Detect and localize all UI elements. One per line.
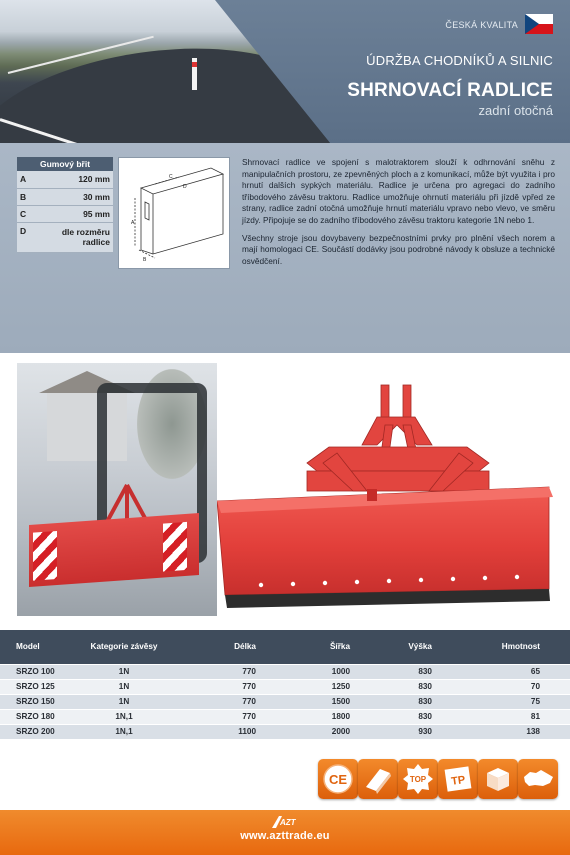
cell-weight: 70 (464, 679, 570, 694)
blade-in-use (29, 513, 199, 587)
snow-blade-drawing (217, 363, 562, 616)
svg-text:B: B (143, 257, 147, 263)
column-header-length: Délka (173, 630, 276, 664)
cell-height: 830 (376, 694, 464, 709)
cell-length: 770 (173, 709, 276, 724)
technical-certificate-icon (438, 759, 478, 799)
cell-length: 770 (173, 664, 276, 679)
spec-value: dle rozměru radlice (39, 222, 113, 252)
cell-width: 1000 (276, 664, 376, 679)
footer-logo-text: AZT (280, 818, 296, 827)
spec-value: 120 mm (39, 171, 113, 188)
description-paragraph: Všechny stroje jsou dovybaveny bezpečnostními prvky pro plnění všech norem a mají homologaci CE. Součástí dodávky jsou podrobné návody k obsluze a technické osvědčení. (242, 232, 555, 266)
blade-edge-drawing (119, 158, 229, 268)
cell-weight: 138 (464, 724, 570, 739)
cell-length: 770 (173, 679, 276, 694)
spec-value: 30 mm (39, 188, 113, 205)
column-header-width: Šířka (276, 630, 376, 664)
cell-height: 930 (376, 724, 464, 739)
spec-label: D (17, 222, 39, 252)
rubber-edge-diagram (118, 157, 230, 269)
cell-width: 2000 (276, 724, 376, 739)
svg-text:A: A (131, 220, 135, 226)
table-row (0, 709, 570, 724)
top-quality-icon (398, 759, 438, 799)
cell-height: 830 (376, 709, 464, 724)
cell-length: 1100 (173, 724, 276, 739)
spec-label: A (17, 171, 39, 188)
table-row (0, 694, 570, 709)
cell-category: 1N,1 (75, 724, 173, 739)
tp-badge-text: TP (450, 774, 467, 788)
azt-logo-icon (268, 814, 302, 830)
cell-length: 770 (173, 694, 276, 709)
spec-table-header: Gumový břit (17, 157, 113, 171)
cell-weight: 81 (464, 709, 570, 724)
product-description (242, 157, 555, 273)
rubber-edge-spec-table (17, 157, 113, 253)
cell-height: 830 (376, 679, 464, 694)
cell-weight: 65 (464, 664, 570, 679)
spec-label: B (17, 188, 39, 205)
cell-category: 1N (75, 679, 173, 694)
spec-value: 95 mm (39, 205, 113, 222)
description-paragraph: Shrnovací radlice ve spojení s malotraktorem slouží k odhrnování sněhu z manipulačních prostoru, ze zpevněných ploch a z komunikací, může být využita i pro hrnutí dalších sypkých materiálu. Radlice je určena pro agregaci do zadního tříbodového závěsu traktoru. Radlice umožňuje ohrnutí materiálu při jízdě vpřed ze strany, radlice zadní otočná umožňuje hrnutí materiálu vpravo nebo vlevo, ve směru jízdy. Připojuje se do zadního tříbodového závěsu traktoru kategorie 1N nebo 1. (242, 157, 555, 225)
czech-map-icon (518, 759, 558, 799)
feature-badges (0, 750, 570, 810)
cell-category: 1N (75, 694, 173, 709)
cell-category: 1N (75, 664, 173, 679)
cell-model: SRZO 180 (0, 709, 75, 724)
ce-badge-text: CE (328, 772, 348, 787)
spec-row (17, 222, 113, 252)
table-row (0, 664, 570, 679)
cell-weight: 75 (464, 694, 570, 709)
spec-row (17, 205, 113, 222)
top-badge-text: TOP (409, 775, 427, 784)
cell-model: SRZO 200 (0, 724, 75, 739)
cell-model: SRZO 150 (0, 694, 75, 709)
website-link[interactable]: www.azttrade.eu (240, 830, 330, 842)
table-header-row (0, 630, 570, 664)
svg-text:D: D (183, 184, 187, 190)
box-delivery-icon (478, 759, 518, 799)
svg-text:C: C (169, 174, 173, 180)
product-photos (0, 353, 570, 630)
cell-width: 1800 (276, 709, 376, 724)
product-subtitle: zadní otočná (478, 103, 553, 118)
header-banner (0, 0, 570, 143)
spec-row (17, 171, 113, 188)
spec-label: C (17, 205, 39, 222)
category-subtitle: ÚDRŽBA CHODNÍKŮ A SILNIC (366, 53, 553, 68)
table-row (0, 679, 570, 694)
product-title: SHRNOVACÍ RADLICE (347, 80, 553, 101)
manual-book-icon (358, 759, 398, 799)
blade-product-photo (217, 363, 562, 616)
tractor-photo (17, 363, 217, 616)
cell-width: 1250 (276, 679, 376, 694)
czech-flag-icon (525, 14, 553, 34)
column-header-weight: Hmotnost (464, 630, 570, 664)
column-header-category: Kategorie závěsy (75, 630, 173, 664)
models-table (0, 630, 570, 739)
footer-bar (0, 810, 570, 855)
cell-model: SRZO 125 (0, 679, 75, 694)
models-table-section (0, 630, 570, 750)
cell-model: SRZO 100 (0, 664, 75, 679)
cell-category: 1N,1 (75, 709, 173, 724)
info-section (0, 143, 570, 353)
ce-mark-icon (318, 759, 358, 799)
column-header-height: Výška (376, 630, 464, 664)
cell-height: 830 (376, 664, 464, 679)
quality-label: ČESKÁ KVALITA (445, 20, 518, 30)
table-row (0, 724, 570, 739)
column-header-model: Model (0, 630, 75, 664)
spec-row (17, 188, 113, 205)
cell-width: 1500 (276, 694, 376, 709)
